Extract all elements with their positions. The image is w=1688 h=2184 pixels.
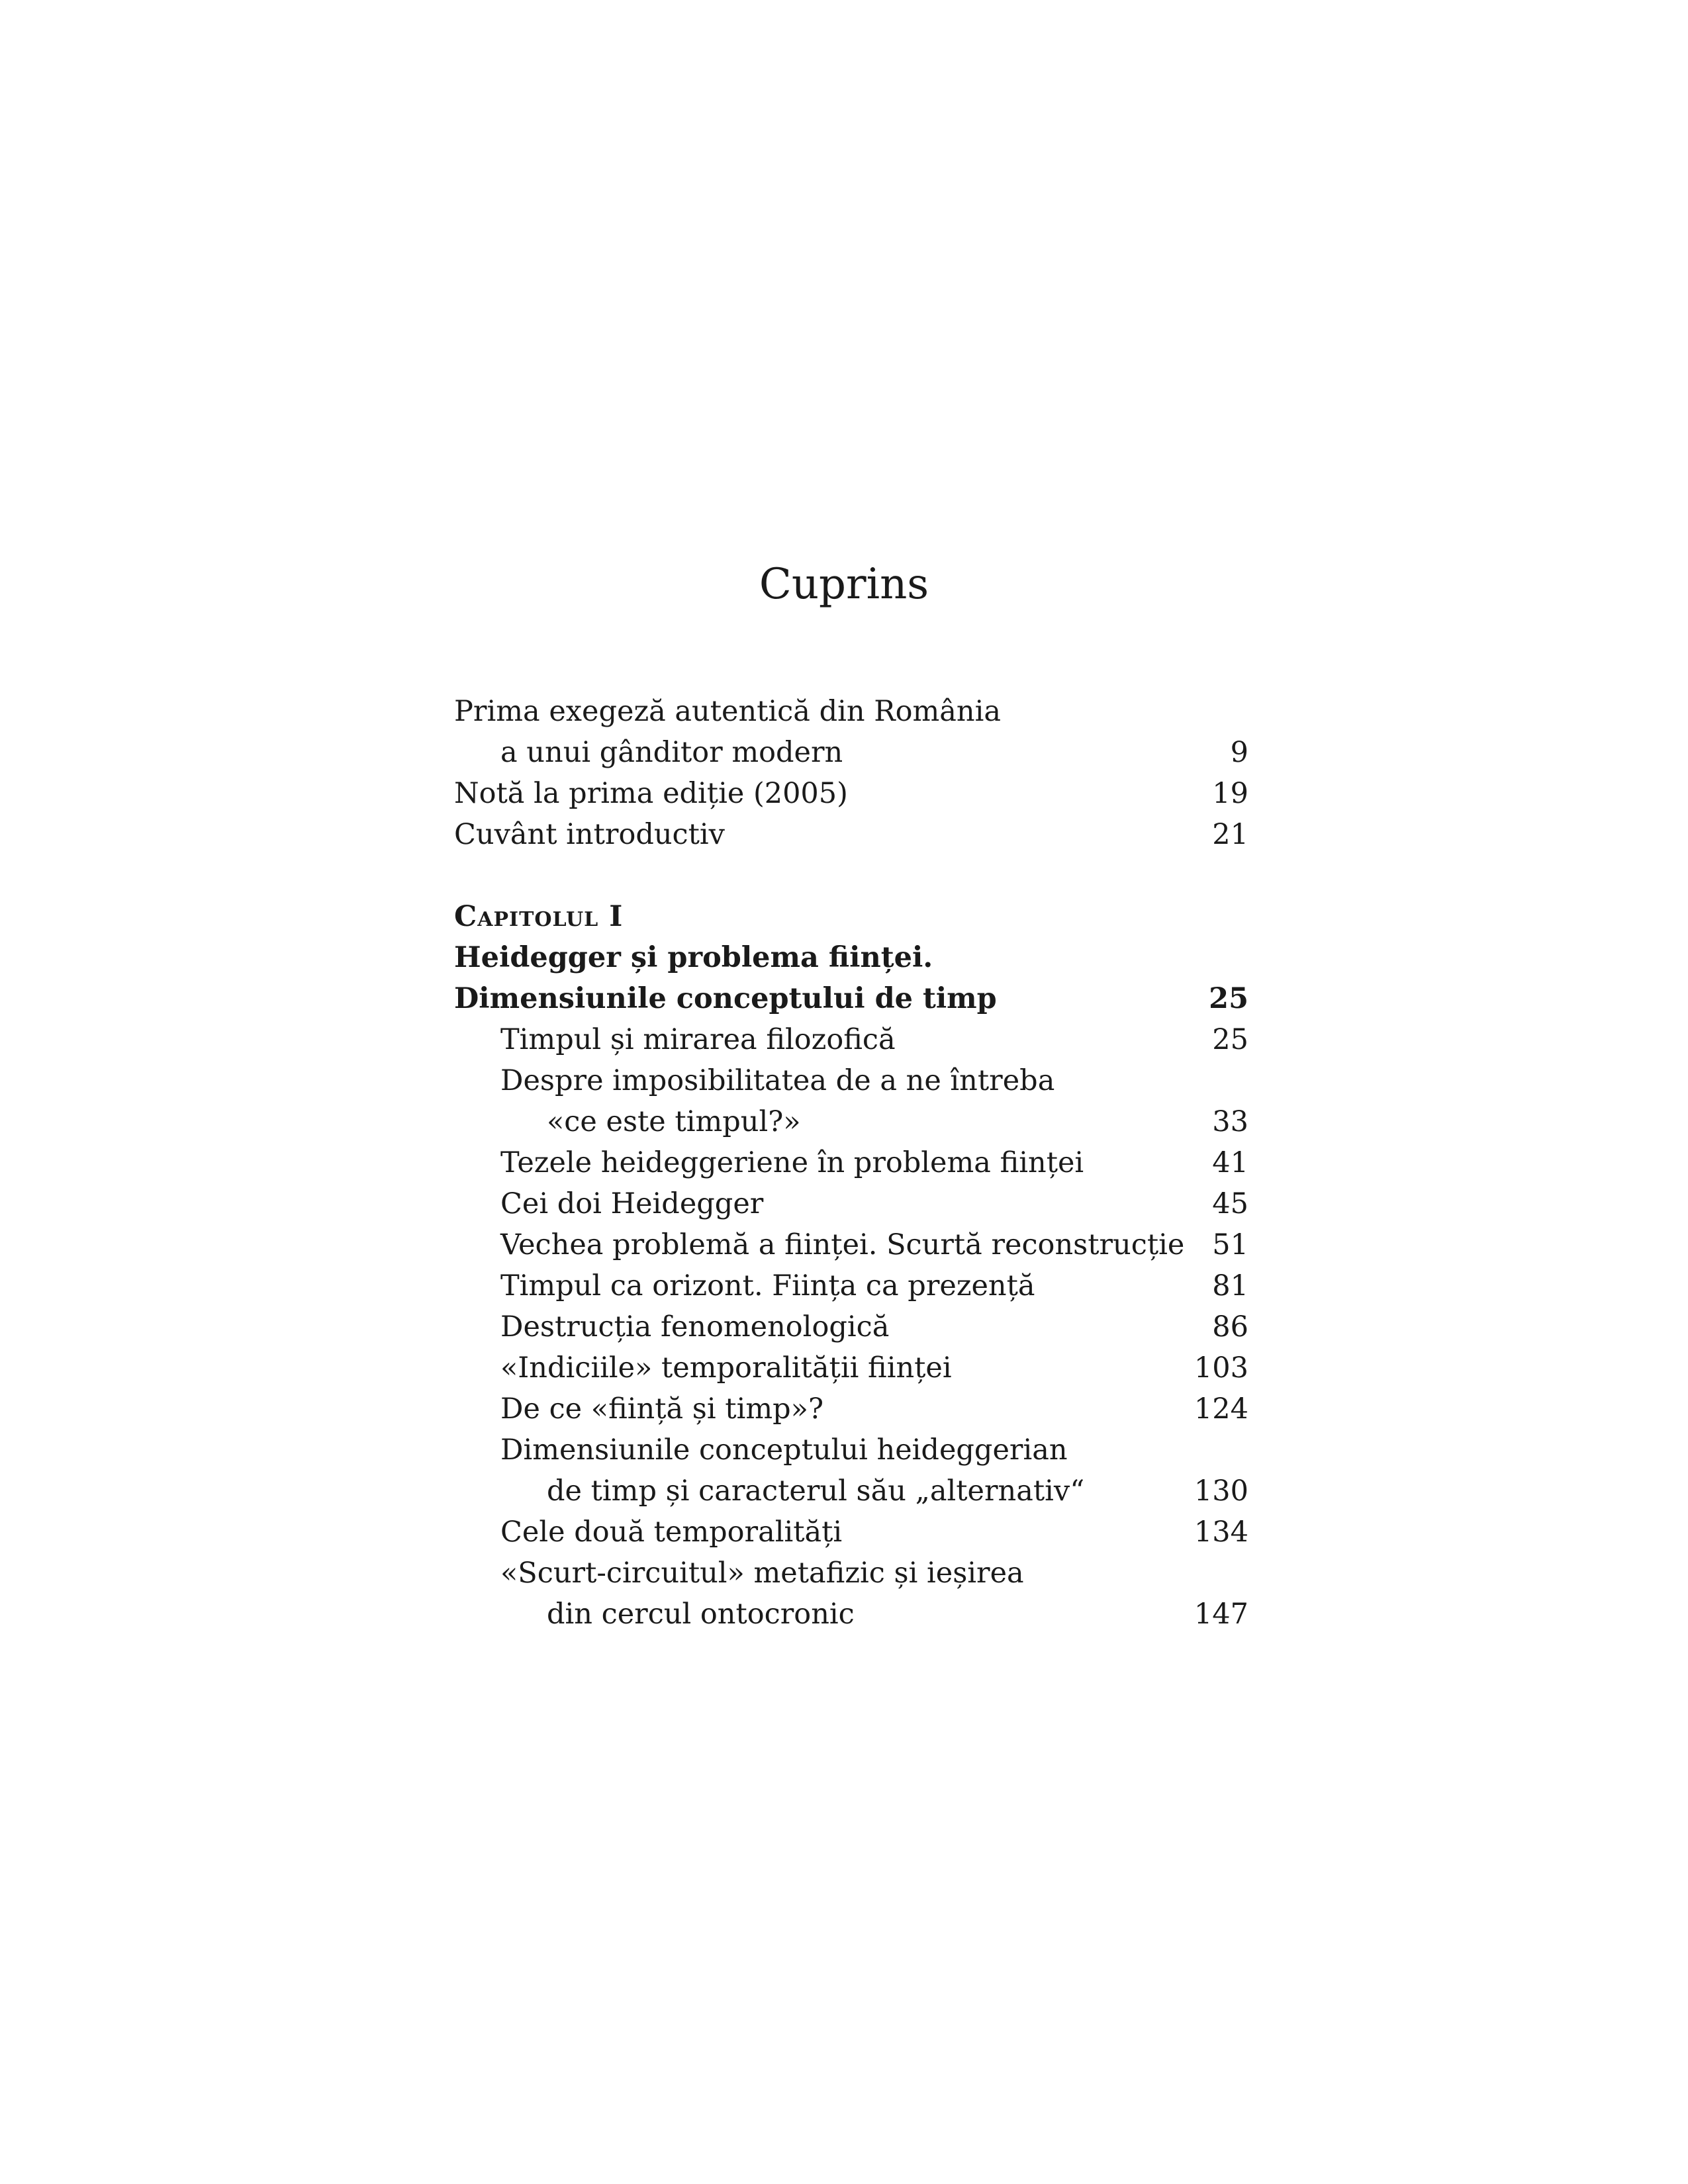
toc-entry-title: din cercul ontocronic xyxy=(547,1598,855,1631)
toc-entry xyxy=(454,1347,1248,1388)
toc-entry xyxy=(454,1224,1248,1265)
toc-entry xyxy=(454,1060,1248,1101)
toc-entry xyxy=(454,1430,1248,1471)
chapter-page-number: 25 xyxy=(1209,982,1248,1015)
chapter-title-row-2 xyxy=(454,978,1248,1019)
toc-entry-title: Tezele heideggeriene în problema ființei xyxy=(500,1146,1084,1179)
toc-entry-title: a unui gânditor modern xyxy=(500,736,843,769)
toc-entry-title: Destrucția fenomenologică xyxy=(500,1310,890,1343)
toc-entry-page-number: 86 xyxy=(1212,1310,1248,1343)
toc-entry-title: Vechea problemă a ființei. Scurtă reconstrucție xyxy=(500,1228,1185,1261)
toc-entry-page-number: 45 xyxy=(1212,1187,1248,1220)
toc-entry xyxy=(454,814,1248,855)
toc-entry-title: Timpul ca orizont. Ființa ca prezență xyxy=(500,1269,1035,1302)
toc-entry-title: De ce «ființă și timp»? xyxy=(500,1392,823,1426)
toc-entry xyxy=(454,1019,1248,1060)
toc-entry xyxy=(454,1553,1248,1594)
toc-entry-title: Cele două temporalități xyxy=(500,1516,843,1549)
toc-entry xyxy=(454,691,1248,732)
toc-entry-title: Cuvânt introductiv xyxy=(454,818,725,851)
section-spacer xyxy=(454,855,1248,896)
toc-entry-page-number: 51 xyxy=(1212,1228,1248,1261)
toc-entry-title: de timp și caracterul său „alternativ“ xyxy=(547,1475,1085,1508)
page-title: Cuprins xyxy=(759,560,929,609)
toc-entry xyxy=(454,1101,1248,1142)
toc-entry-title: Despre imposibilitatea de a ne întreba xyxy=(500,1064,1055,1097)
toc-entry-page-number: 147 xyxy=(1194,1598,1248,1631)
chapter-label-row xyxy=(454,896,1248,937)
toc-entry-page-number: 103 xyxy=(1194,1351,1248,1385)
toc-entry-title: Prima exegeză autentică din România xyxy=(454,695,1001,728)
toc-entry-page-number: 81 xyxy=(1212,1269,1248,1302)
toc-entry xyxy=(454,1265,1248,1306)
toc-entry xyxy=(454,1388,1248,1430)
toc-entry-page-number: 130 xyxy=(1194,1475,1248,1508)
toc-entry-title: Timpul și mirarea filozofică xyxy=(500,1023,896,1056)
front-matter-list xyxy=(454,691,1248,855)
toc-entry-title: Dimensiunile conceptului heideggerian xyxy=(500,1433,1068,1467)
toc-entry-page-number: 25 xyxy=(1212,1023,1248,1056)
chapter-title-line-2: Dimensiunile conceptului de timp xyxy=(454,982,997,1015)
table-of-contents xyxy=(454,691,1248,1635)
toc-entry xyxy=(454,732,1248,773)
chapter-title-line-1: Heidegger și problema ființei. xyxy=(454,941,933,974)
chapter-label: Capitolul I xyxy=(454,900,624,933)
toc-entry xyxy=(454,1183,1248,1224)
toc-entry-page-number: 41 xyxy=(1212,1146,1248,1179)
toc-entry-page-number: 124 xyxy=(1194,1392,1248,1426)
chapter-entries-list xyxy=(454,1019,1248,1635)
toc-entry-page-number: 134 xyxy=(1194,1516,1248,1549)
toc-entry-page-number: 19 xyxy=(1212,777,1248,810)
toc-entry xyxy=(454,773,1248,814)
toc-entry-title: Notă la prima ediție (2005) xyxy=(454,777,848,810)
toc-entry-page-number: 33 xyxy=(1212,1105,1248,1138)
toc-entry xyxy=(454,1306,1248,1347)
toc-entry-title: «Indiciile» temporalității ființei xyxy=(500,1351,952,1385)
chapter-title-row-1 xyxy=(454,937,1248,978)
toc-entry xyxy=(454,1142,1248,1183)
toc-entry-title: «Scurt-circuitul» metafizic și ieșirea xyxy=(500,1557,1024,1590)
toc-entry xyxy=(454,1594,1248,1635)
toc-entry xyxy=(454,1471,1248,1512)
toc-entry-page-number: 21 xyxy=(1212,818,1248,851)
toc-entry xyxy=(454,1512,1248,1553)
toc-entry-title: Cei doi Heidegger xyxy=(500,1187,764,1220)
toc-entry-title: «ce este timpul?» xyxy=(547,1105,801,1138)
toc-entry-page-number: 9 xyxy=(1230,736,1248,769)
